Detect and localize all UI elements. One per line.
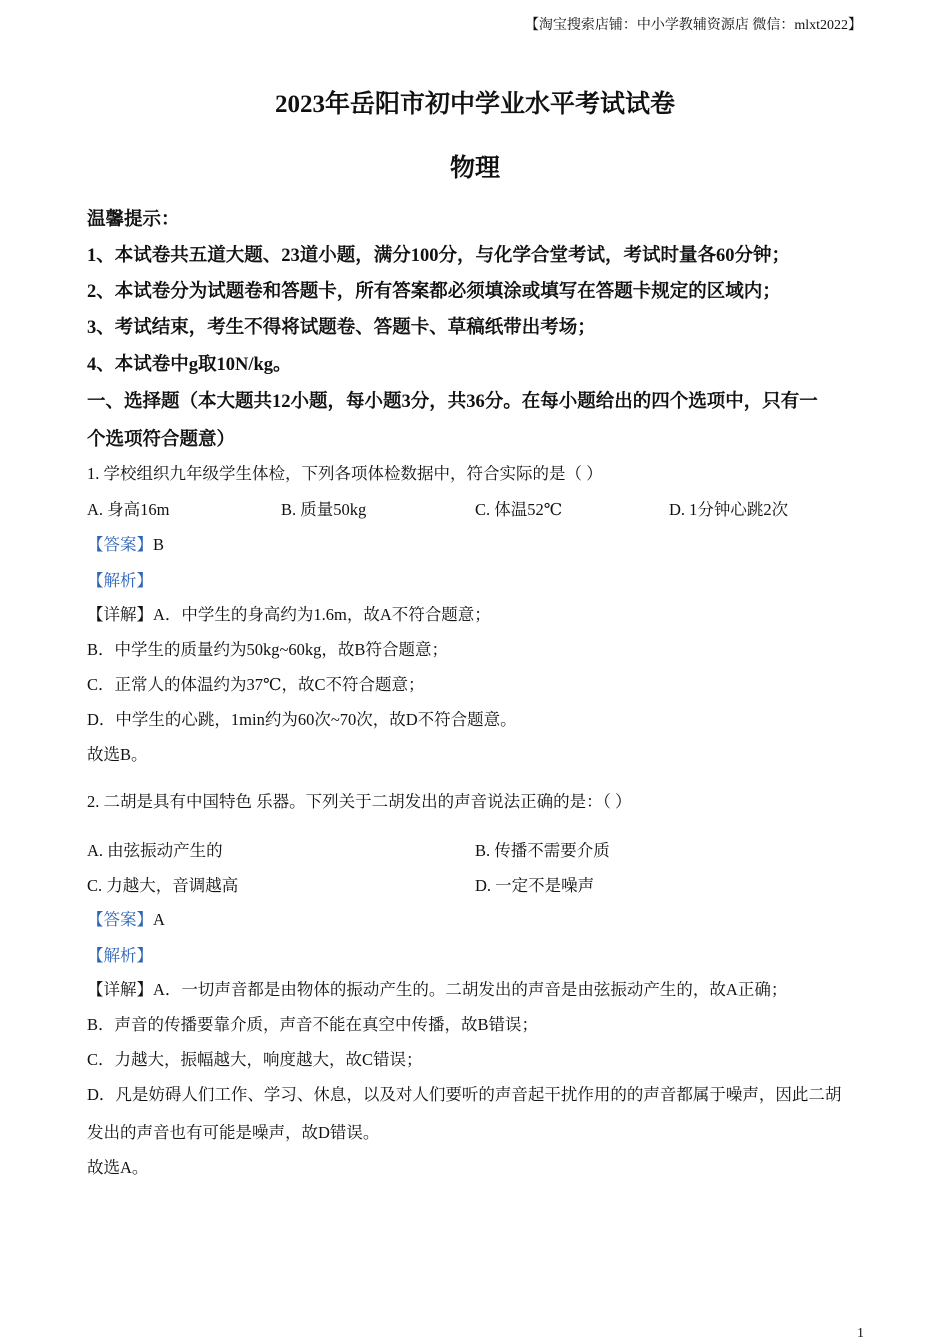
q2-option-d: D. 一定不是噪声 [475, 876, 595, 895]
q2-detail-line: C．力越大，振幅越大，响度越大，故C错误； [87, 1050, 423, 1069]
q2-conclusion: 故选A。 [87, 1158, 149, 1177]
exam-title: 2023年岳阳市初中学业水平考试试卷 [274, 91, 675, 118]
q2-analysis-tag: 【解析】 [87, 946, 153, 965]
section-heading-cont: 个选项符合题意） [87, 430, 236, 450]
q2-option-a: A. 由弦振动产生的 [87, 841, 223, 860]
q1-option-a: A. 身高16m [87, 500, 170, 519]
tips-heading: 温馨提示： [87, 210, 180, 230]
q1-option-b: B. 质量50kg [281, 500, 367, 519]
header-note: 【淘宝搜索店铺：中小学教辅资源店 微信：mlxt2022】 [524, 18, 862, 33]
subject-title: 物理 [449, 155, 500, 182]
answer-tag: 【答案】 [87, 535, 153, 554]
q1-answer [87, 531, 164, 555]
q1-option-c: C. 体温52℃ [475, 500, 563, 519]
q2-stem: 2. 二胡是具有中国特色 乐器。下列关于二胡发出的声音说法正确的是：（ ） [87, 792, 632, 811]
q1-option-d: D. 1分钟心跳2次 [669, 500, 789, 519]
tip-item: 2、本试卷分为试题卷和答题卡，所有答案都必须填涂或填写在答题卡规定的区域内； [87, 282, 781, 302]
q2-detail-line: 发出的声音也有可能是噪声，故D错误。 [87, 1123, 380, 1142]
q2-option-c: C. 力越大，音调越高 [87, 876, 239, 895]
section-heading: 一、选择题（本大题共12小题，每小题3分，共36分。在每小题给出的四个选项中，只有一 [87, 392, 818, 412]
q1-detail-line: D．中学生的心跳，1min约为60次~70次，故D不符合题意。 [87, 710, 517, 729]
answer-value: B [153, 535, 165, 554]
q1-analysis-tag: 【解析】 [87, 571, 153, 590]
q1-detail-line: 【详解】A．中学生的身高约为1.6m，故A不符合题意； [87, 605, 491, 624]
q2-detail-line: D．凡是妨碍人们工作、学习、休息，以及对人们要听的声音起干扰作用的的声音都属于噪声，因此二胡 [87, 1085, 842, 1104]
tip-item: 3、考试结束，考生不得将试题卷、答题卡、草稿纸带出考场； [87, 318, 596, 338]
q1-detail-line: C．正常人的体温约为37℃，故C不符合题意； [87, 675, 425, 694]
answer-tag: 【答案】 [87, 910, 153, 929]
q2-answer [87, 906, 165, 930]
q1-stem: 1. 学校组织九年级学生体检，下列各项体检数据中，符合实际的是（ ） [87, 464, 603, 483]
page-number: 1 [857, 1326, 864, 1341]
q2-detail-line: 【详解】A．一切声音都是由物体的振动产生的。二胡发出的声音是由弦振动产生的，故A正确； [87, 980, 788, 999]
q2-detail-line: B．声音的传播要靠介质，声音不能在真空中传播，故B错误； [87, 1015, 539, 1034]
tip-item: 1、本试卷共五道大题、23道小题，满分100分，与化学合堂考试，考试时量各60分钟； [87, 246, 791, 266]
answer-value: A [153, 910, 165, 929]
q1-conclusion: 故选B。 [87, 745, 148, 764]
q1-detail-line: B．中学生的质量约为50kg~60kg，故B符合题意； [87, 640, 448, 659]
q2-option-b: B. 传播不需要介质 [475, 841, 610, 860]
tip-item: 4、本试卷中g取10N/kg。 [87, 355, 292, 375]
